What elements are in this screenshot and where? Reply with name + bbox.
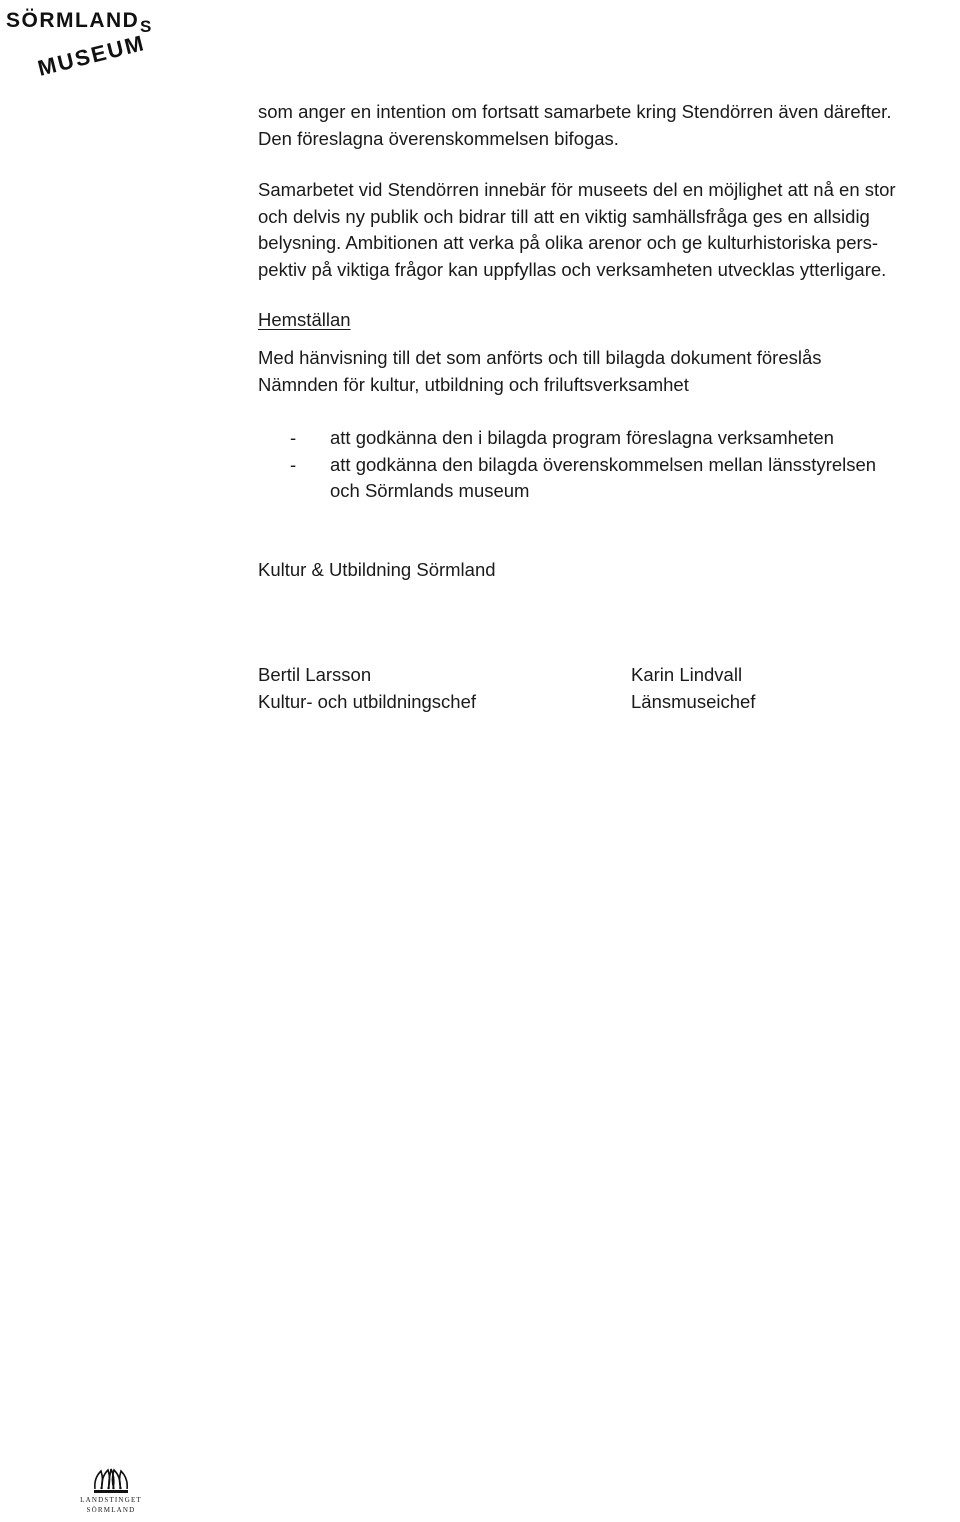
paragraph-samarbete [258, 177, 896, 283]
logo-line1: SÖRMLAND [6, 9, 140, 32]
text-line: Med hänvisning till det som anförts och till bilagda dokument föreslås [258, 347, 822, 368]
signatory-name: Bertil Larsson [258, 664, 372, 685]
signature-block [631, 662, 755, 715]
list-item [290, 425, 876, 452]
signature-block [258, 662, 476, 715]
logo-line1-s: S [140, 17, 152, 36]
sormlands-museum-logo [4, 2, 154, 82]
section-heading-hemstallan: Hemställan [258, 309, 351, 330]
footer-logo-line2: SÖRMLAND [86, 1506, 136, 1514]
text-line: pektiv på viktiga frågor kan uppfyllas och verksamheten utvecklas ytterligare. [258, 258, 887, 280]
list-item-continuation [290, 478, 876, 505]
logo-line2: MUSEUM [35, 30, 148, 81]
footer-logo-line1: LANDSTINGET [80, 1496, 142, 1504]
text-line: Samarbetet vid Stendörren innebär för museets del en möjlighet att nå en stor [258, 179, 896, 200]
signatory-title: Kultur- och utbildningschef [258, 690, 477, 712]
paragraph-intention [258, 99, 891, 152]
landstinget-sormland-logo [70, 1467, 152, 1519]
sormlands-museum-logo-graphic [4, 2, 154, 82]
list-dash: - [290, 453, 297, 475]
signatory-title: Länsmuseichef [631, 690, 756, 712]
organization-name: Kultur & Utbildning Sörmland [258, 559, 496, 580]
proposal-list [290, 425, 876, 505]
text-line: belysning. Ambitionen att verka på olika arenor och ge kulturhistoriska pers- [258, 232, 879, 253]
crown-icon [91, 1467, 131, 1495]
text-line: och delvis ny publik och bidrar till att en viktig samhällsfråga ges en allsidig [258, 205, 870, 227]
list-item [290, 452, 876, 479]
list-dash: - [290, 427, 297, 448]
text-line: som anger en intention om fortsatt samarbete kring Stendörren även därefter. [258, 101, 892, 122]
paragraph-hanvisning [258, 345, 822, 398]
signatory-name: Karin Lindvall [631, 664, 743, 685]
list-item-text: att godkänna den bilagda överenskommelsen mellan länsstyrelsen [330, 453, 877, 475]
text-line: Nämnden för kultur, utbildning och friluftsverksamhet [258, 373, 689, 395]
text-line: Den föreslagna överenskommelsen bifogas. [258, 127, 619, 149]
list-item-text: att godkänna den i bilagda program föreslagna verksamheten [330, 427, 834, 448]
list-item-text: och Sörmlands museum [330, 480, 530, 501]
